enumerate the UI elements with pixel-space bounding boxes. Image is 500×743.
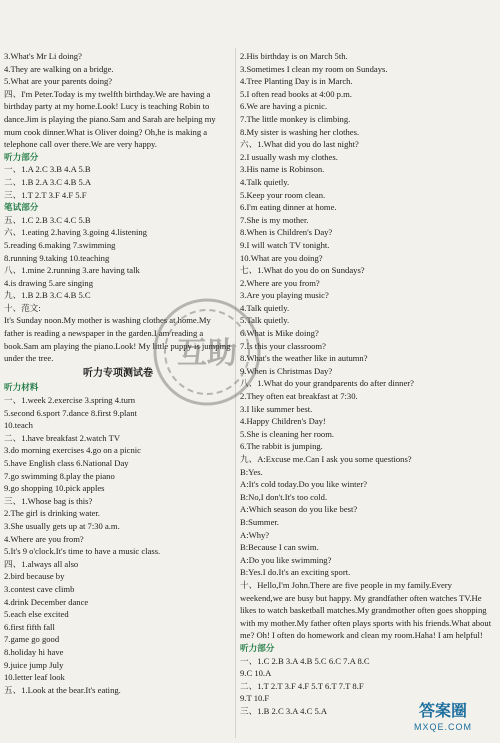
answer-line: 2.The girl is drinking water. [4,508,100,519]
answer-line: 六、1.What did you do last night? [240,139,359,150]
answer-line: 一、1.A 2.C 3.B 4.A 5.B [4,164,91,175]
answer-line: 3.She usually gets up at 7:30 a.m. [4,520,120,531]
answer-line: 4.Tree Planting Day is in March. [240,76,353,87]
logo-title: 答案圈 [418,703,467,720]
answer-paragraph: 十、Hello,I'm John.There are five people in my family.Every weekend,we are busy but happy. My grandfather often watches TV.He likes to watch basketball matches.My grandmother often goes shopping with my mother.My father often plays sports with his friends.What about me? Oh! I often do homework and clean my room.Haha! I am helpful! [240,579,492,641]
answer-line: 三、1.Whose bag is this? [4,495,93,506]
right-column [240,50,496,717]
answer-line: 2.They often eat breakfast at 7:30. [240,391,358,402]
answer-line: 8.What's the weather like in autumn? [240,353,368,364]
answer-line: 三、1.B 2.C 3.A 4.C 5.A [240,705,328,716]
answer-line: 8.running 9.taking 10.teaching [4,252,110,263]
answer-line: 一、1.C 2.B 3.A 4.B 5.C 6.C 7.A 8.C [240,655,370,666]
answer-paragraph: 四、I'm Peter.Today is my twelfth birthday.We are having a birthday party at my home.Look! Lucy is teaching Robin to dance.Jim is playing the piano.Sam and Sarah are helping my mum cook dinner.What is Oliver doing? Oh,he is making a telephone call over there.We are very happy. [4,88,216,150]
answer-line: 9.I will watch TV tonight. [240,239,330,250]
answer-line: 三、1.T 2.T 3.F 4.F 5.F [4,189,87,200]
answer-line: 9.go shopping 10.pick apples [4,483,105,494]
answer-line: 5.reading 6.making 7.swimming [4,239,116,250]
answer-line: 6.first fifth fall [4,621,55,632]
answer-line: 6.The rabbit is jumping. [240,441,323,452]
answer-line: 8.My sister is washing her clothes. [240,126,360,137]
answer-line: 八、1.mine 2.running 3.are having talk [4,265,140,276]
answer-line: 10.teach [4,420,33,431]
answer-line: A:Why? [240,529,270,540]
answer-line: 9.C 10.A [240,668,272,679]
logo-url: MXQE.COM [413,722,472,732]
answer-line: 5.each else excited [4,609,69,620]
answer-line: 二、1.have breakfast 2.watch TV [4,432,121,443]
answer-line: 8.holiday hi have [4,646,64,657]
answer-line: 5.She is cleaning her room. [240,428,335,439]
answer-line: 4.Talk quietly. [240,176,290,187]
answer-line: 9.When is Christmas Day? [240,365,333,376]
answer-line: 五、1.Look at the bear.It's eating. [4,684,121,695]
answer-line: 八、1.What do your grandparents do after dinner? [240,378,414,389]
answer-line: A:It's cold today.Do you like winter? [240,479,368,490]
answer-line: 5.Talk quietly. [240,315,290,326]
answer-line: 2.I usually wash my clothes. [240,151,338,162]
answer-line: 五、1.C 2.B 3.C 4.C 5.B [4,214,91,225]
answer-line: 7.go swimming 8.play the piano [4,470,115,481]
answer-line: 3.His name is Robinson. [240,164,325,175]
answer-line: 十、范文: [4,302,41,313]
answer-line: B:Yes.I do.It's an exciting sport. [240,567,351,578]
answer-line: 二、1.B 2.A 3.C 4.B 5.A [4,176,92,187]
answer-line: 一、1.week 2.exercise 3.spring 4.turn [4,395,136,406]
site-logo [394,703,492,737]
answer-line: 4.Where are you from? [4,533,84,544]
answer-line: 2.His birthday is on March 5th. [240,51,348,61]
answer-line: 六、1.eating 2.having 3.going 4.listening [4,227,147,238]
answer-line: 3.I like summer best. [240,403,313,414]
answer-line: 6.We are having a picnic. [240,101,328,112]
answer-line: 5.Keep your room clean. [240,189,326,200]
answer-line: 5.have English class 6.National Day [4,458,129,468]
answer-line: 5.I often read books at 4:00 p.m. [240,88,352,99]
answer-line: 二、1.T 2.T 3.F 4.F 5.T 6.T 7.T 8.F [240,680,364,691]
answer-line: 4.Talk quietly. [240,302,290,313]
answer-line: 3.do morning exercises 4.go on a picnic [4,445,141,456]
section-title: 听力专项测试卷 [83,367,153,379]
answer-line: 7.The little monkey is climbing. [240,113,351,124]
section-heading: 笔试部分 [4,202,39,213]
answer-line: 3.Sometimes I clean my room on Sundays. [240,63,388,74]
section-heading: 听力材料 [4,382,39,393]
section-heading: 听力部分 [4,151,39,162]
answer-line: 四、1.always all also [4,558,79,569]
answer-line: A:Which season do you like best? [240,504,358,515]
answer-line: 7.She is my mother. [240,214,309,225]
answer-line: 6.What is Mike doing? [240,328,319,339]
answer-line: 3.contest cave climb [4,583,75,594]
answer-line: 2.bird because by [4,571,65,582]
answer-line: 2.Where are you from? [240,277,320,288]
watermark-stamp-icon [150,295,265,410]
answer-line: A:Do you like swimming? [240,554,332,565]
answer-line: 4.They are walking on a bridge. [4,63,114,74]
answer-line: 9.T 10.F [240,693,270,704]
answer-line: B:Summer. [240,516,279,527]
answer-line: 7.Is this your classroom? [240,340,326,351]
answer-line: 9.juice jump July [4,659,64,670]
answer-line: 4.drink December dance [4,596,89,607]
answer-line: 九、A:Excuse me.Can I ask you some questions? [240,454,412,464]
answer-line: 7.game go good [4,634,60,645]
answer-line: B:Because I can swim. [240,542,319,553]
answer-line: 10.What are you doing? [240,252,323,263]
answer-line: B:No,I don't.It's too cold. [240,491,328,502]
answer-line: 3.What's Mr Li doing? [4,51,82,61]
answer-paragraph: It's Sunday noon.My mother is washing clothes at home.My father is reading a newspaper in the garden.I am reading a book.Sam am playing the piano.Look! My little puppy is jumping under the tree. [4,315,231,364]
answer-line: 九、1.B 2.B 3.C 4.B 5.C [4,290,91,301]
answer-line: 5.second 6.sport 7.dance 8.first 9.plant [4,407,137,418]
answer-line: 5.What are your parents doing? [4,76,113,87]
answer-line: 3.Are you playing music? [240,290,329,301]
section-heading: 听力部分 [240,642,275,653]
watermark-text: 互助 [177,336,237,371]
answer-line: 七、1.What do you do on Sundays? [240,265,365,276]
answer-line: 4.is drawing 5.are singing [4,277,94,288]
answer-line: 10.letter leaf look [4,672,65,683]
answer-line: 5.It's 9 o'clock.It's time to have a music class. [4,546,161,557]
answer-line: 8.When is Children's Day? [240,227,333,238]
answer-line: 6.I'm eating dinner at home. [240,202,337,213]
answer-line: B:Yes. [240,466,263,477]
answer-line: 4.Happy Children's Day! [240,416,326,427]
